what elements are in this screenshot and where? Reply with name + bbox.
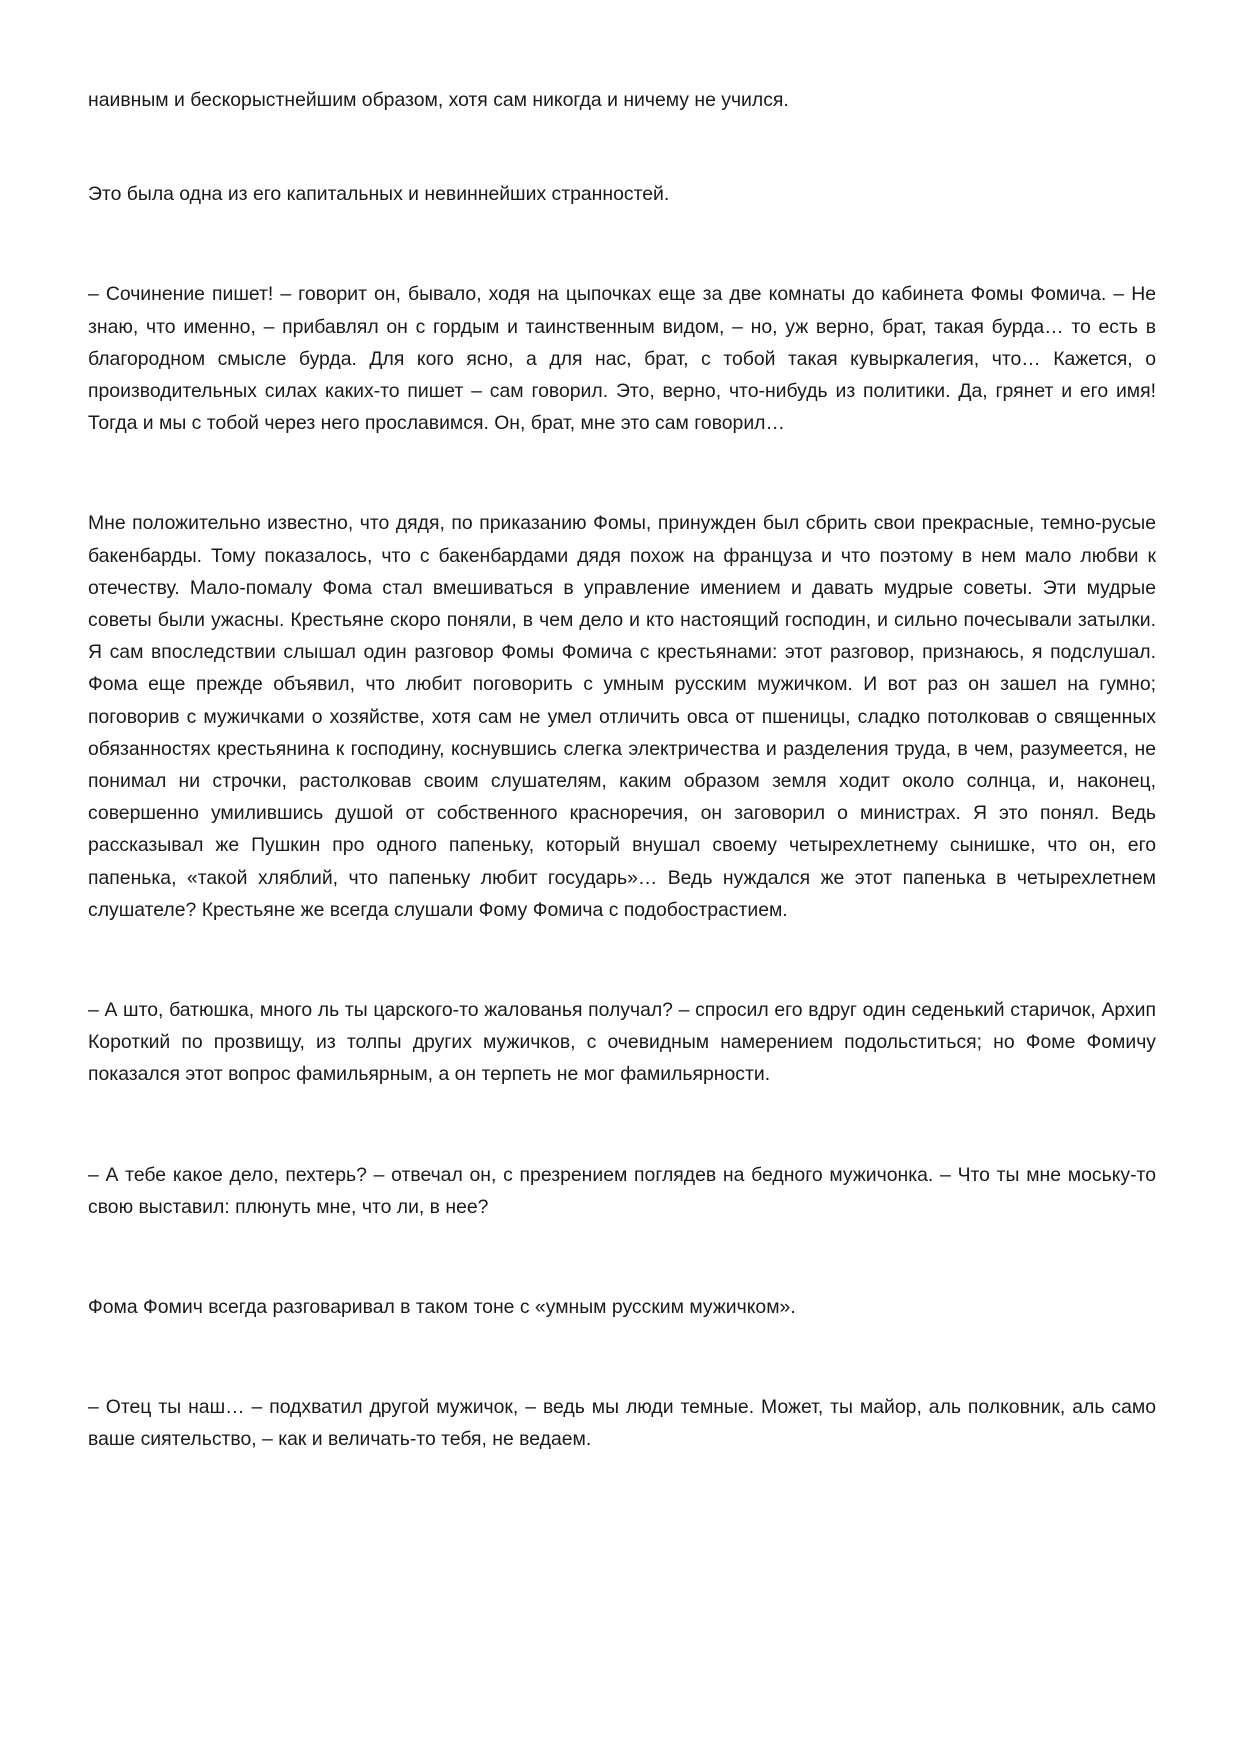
paragraph-1: наивным и бескорыстнейшим образом, хотя сам никогда и ничему не учился. xyxy=(88,89,789,111)
document-page xyxy=(88,84,1156,1456)
paragraph-7: Фома Фомич всегда разговаривал в таком тоне с «умным русским мужичком». xyxy=(88,1296,796,1319)
paragraph-8: – Отец ты наш… – подхватил другой мужичок, – ведь мы люди темные. Может, ты майор, аль полковник, аль само ваше сиятельство, – как и величать-то тебя, не ведаем. xyxy=(88,1396,1156,1451)
paragraph-5: – А што, батюшка, много ль ты царского-то жалованья получал? – спросил его вдруг один седенький старичок, Архип Короткий по прозвищу, из толпы других мужичков, с очевидным намерением подольститься; но Фоме Фомичу показался этот вопрос фамильярным, а он терпеть не мог фамильярности. xyxy=(88,999,1156,1086)
paragraph-3: – Сочинение пишет! – говорит он, бывало, ходя на цыпочках еще за две комнаты до кабинета Фомы Фомича. – Не знаю, что именно, – прибавлял он с гордым и таинственным видом, – но, уж верно, брат, такая бурда… то есть в благородном смысле бурда. Для кого ясно, а для нас, брат, с тобой такая кувыркалегия, что… Кажется, о производительных силах каких-то пишет – сам говорил. Это, верно, что-нибудь из политики. Да, грянет и его имя! Тогда и мы с тобой через него прославимся. Он, брат, мне это сам говорил… xyxy=(88,283,1156,435)
paragraph-2: Это была одна из его капитальных и невиннейших странностей. xyxy=(88,183,670,206)
paragraph-4: Мне положительно известно, что дядя, по приказанию Фомы, принужден был сбрить свои прекрасные, темно-русые бакенбарды. Тому показалось, что с бакенбардами дядя похож на француза и что поэтому в нем мало любви к отечеству. Мало-помалу Фома стал вмешиваться в управление имением и давать мудрые советы. Эти мудрые советы были ужасны. Крестьяне скоро поняли, в чем дело и кто настоящий господин, и сильно почесывали затылки. Я сам впоследствии слышал один разговор Фомы Фомича с крестьянами: этот разговор, признаюсь, я подслушал. Фома еще прежде объявил, что любит поговорить с умным русским мужичком. И вот раз он зашел на гумно; поговорив с мужичками о хозяйстве, хотя сам не умел отличить овса от пшеницы, сладко потолковав о священных обязанностях крестьянина к господину, коснувшись слегка электричества и разделения труда, в чем, разумеется, не понимал ни строчки, растолковав своим слушателям, каким образом земля ходит около солнца, и, наконец, совершенно умилившись душой от собственного красноречия, он заговорил о министрах. Я это понял. Ведь рассказывал же Пушкин про одного папеньку, который внушал своему четырехлетнему сынишке, что он, его папенька, «такой хляблий, что папеньку любит государь»… Ведь нуждался же этот папенька в четырехлетнем слушателе? Крестьяне же всегда слушали Фому Фомича с подобострастием. xyxy=(88,512,1156,921)
paragraph-6: – А тебе какое дело, пехтерь? – отвечал он, с презрением поглядев на бедного мужичонка. – Что ты мне моську-то свою выставил: плюнуть мне, что ли, в нее? xyxy=(88,1163,1156,1218)
